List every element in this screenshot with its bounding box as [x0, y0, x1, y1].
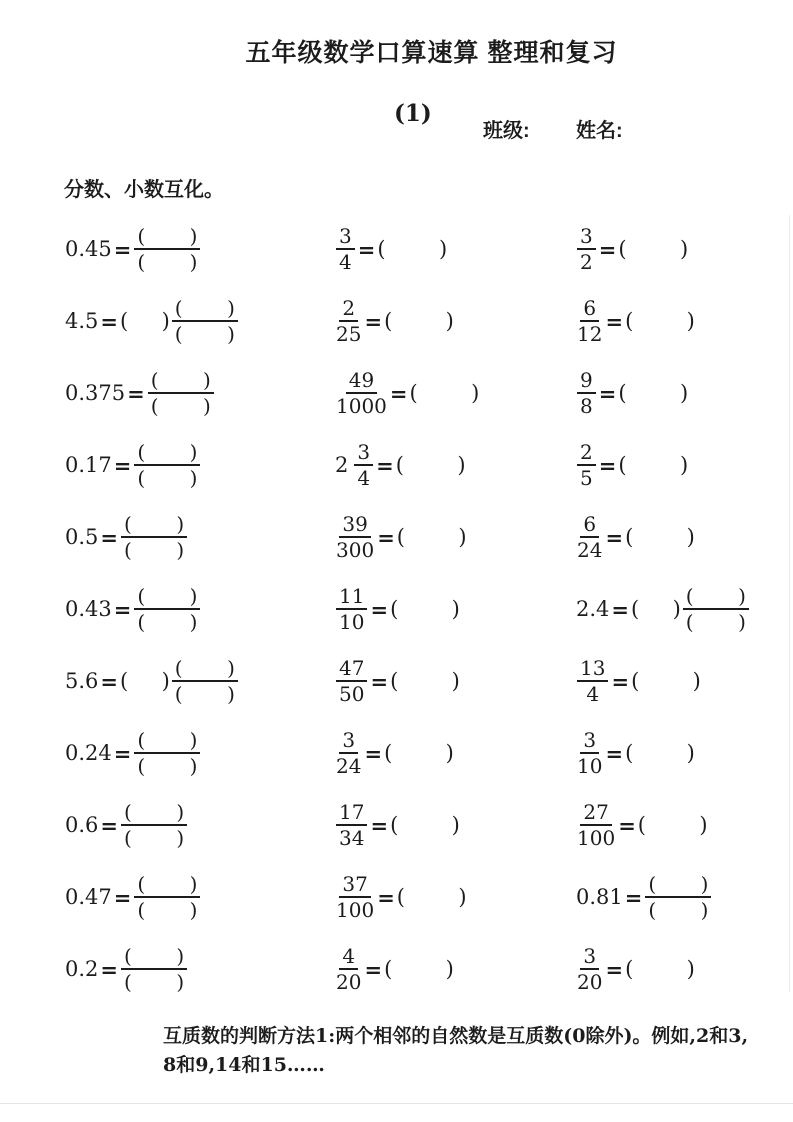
fraction-numerator: ( )	[134, 441, 200, 466]
equals-sign: =	[100, 956, 119, 982]
decimal-value: 5.6	[65, 669, 99, 693]
problems-grid	[0, 213, 793, 1005]
fraction-numerator: ( )	[121, 945, 187, 970]
problem-cell-left	[65, 801, 335, 850]
equals-sign: =	[100, 308, 119, 334]
problem-cell-mid	[335, 801, 560, 850]
equals-sign: =	[605, 524, 624, 550]
problem-row	[0, 213, 793, 285]
part-number: (1)	[394, 100, 432, 127]
fraction	[577, 441, 596, 490]
fraction	[336, 369, 387, 418]
fraction-numerator: ( )	[121, 513, 187, 538]
blank-fraction	[683, 585, 749, 634]
decimal-value: 0.47	[65, 885, 112, 909]
problem-row	[0, 501, 793, 573]
blank-fraction	[134, 873, 200, 922]
equals-sign: =	[364, 740, 383, 766]
problem-cell-left	[65, 297, 335, 346]
fraction	[336, 729, 361, 778]
answer-blank: ( )	[384, 957, 454, 981]
answer-blank: ( )	[618, 453, 689, 477]
equals-sign: =	[127, 380, 145, 406]
equals-sign: =	[605, 740, 624, 766]
fraction	[577, 945, 602, 994]
problem-cell-mid	[335, 441, 560, 490]
fraction-denominator: ( )	[124, 826, 185, 850]
fraction	[577, 297, 602, 346]
whole-number-blank: ( )	[120, 669, 170, 693]
equals-sign: =	[370, 812, 389, 838]
equals-sign: =	[598, 236, 617, 262]
problem-row	[0, 285, 793, 357]
fraction-numerator: 3	[339, 729, 358, 754]
equals-sign: =	[100, 812, 119, 838]
problem-cell-right	[560, 297, 793, 346]
class-label: 班级:	[483, 120, 530, 142]
fraction-numerator: ( )	[172, 657, 238, 682]
fraction	[577, 729, 602, 778]
fraction-denominator: 1000	[336, 394, 387, 418]
fraction-denominator: 50	[339, 682, 365, 706]
answer-blank: ( )	[377, 237, 448, 261]
answer-blank: ( )	[618, 237, 689, 261]
answer-blank: ( )	[637, 813, 708, 837]
fraction-numerator: 47	[336, 657, 367, 682]
decimal-value: 2.4	[576, 597, 610, 621]
blank-fraction	[134, 585, 200, 634]
fraction-denominator: 10	[577, 754, 603, 778]
fraction-denominator: 300	[336, 538, 375, 562]
answer-blank: ( )	[409, 381, 480, 405]
problem-row	[0, 573, 793, 645]
problem-cell-right	[560, 369, 793, 418]
answer-blank: ( )	[618, 381, 689, 405]
fraction-denominator: 10	[339, 610, 365, 634]
fraction	[354, 441, 373, 490]
fraction-denominator: 20	[577, 970, 603, 994]
equals-sign: =	[618, 812, 636, 838]
fraction-denominator: ( )	[137, 898, 198, 922]
fraction-denominator: 4	[357, 466, 371, 490]
answer-blank: ( )	[390, 813, 460, 837]
problem-cell-mid	[335, 225, 560, 274]
fraction-numerator: 3	[336, 225, 355, 250]
decimal-value: 0.81	[576, 885, 623, 909]
decimal-value: 0.43	[65, 597, 112, 621]
problem-cell-right	[560, 657, 793, 706]
fraction	[336, 657, 367, 706]
blank-fraction	[148, 369, 214, 418]
fraction-numerator: 2	[577, 441, 596, 466]
blank-fraction	[172, 297, 238, 346]
fraction-numerator: 37	[339, 873, 370, 898]
blank-fraction	[121, 945, 187, 994]
equals-sign: =	[611, 596, 630, 622]
fraction-denominator: 20	[336, 970, 362, 994]
fraction-numerator: 2	[339, 297, 358, 322]
problem-cell-right	[560, 513, 793, 562]
equals-sign: =	[113, 452, 132, 478]
problem-cell-mid	[335, 873, 560, 922]
problem-cell-mid	[335, 297, 560, 346]
blank-fraction	[134, 225, 200, 274]
fraction-numerator: 3	[580, 729, 599, 754]
problem-cell-mid	[335, 729, 560, 778]
problem-row	[0, 429, 793, 501]
equals-sign: =	[113, 740, 132, 766]
fraction-numerator: 9	[577, 369, 596, 394]
fraction-numerator: 11	[336, 585, 367, 610]
problem-cell-left	[65, 369, 335, 418]
fraction	[336, 225, 355, 274]
fraction-denominator: ( )	[137, 610, 198, 634]
fraction-denominator: ( )	[648, 898, 709, 922]
fraction-numerator: 4	[339, 945, 358, 970]
answer-blank: ( )	[396, 525, 467, 549]
problem-cell-right	[560, 873, 793, 922]
problem-cell-right	[560, 585, 793, 634]
fraction	[577, 513, 602, 562]
fraction-numerator: 39	[339, 513, 370, 538]
fraction-numerator: ( )	[172, 297, 238, 322]
fraction-denominator: ( )	[150, 394, 211, 418]
equals-sign: =	[377, 884, 395, 910]
fraction	[336, 945, 361, 994]
problem-cell-mid	[335, 585, 560, 634]
fraction-numerator: 6	[580, 297, 599, 322]
decimal-value: 4.5	[65, 309, 99, 333]
fraction-numerator: ( )	[121, 801, 187, 826]
answer-blank: ( )	[625, 309, 695, 333]
fraction-denominator: ( )	[124, 538, 185, 562]
equals-sign: =	[598, 380, 617, 406]
fraction-numerator: 3	[354, 441, 373, 466]
fraction-numerator: ( )	[134, 729, 200, 754]
fraction-numerator: 27	[580, 801, 611, 826]
problem-cell-mid	[335, 369, 560, 418]
decimal-value: 0.6	[65, 813, 99, 837]
section-heading: 分数、小数互化。	[64, 179, 224, 201]
problem-cell-left	[65, 945, 335, 994]
problem-cell-mid	[335, 657, 560, 706]
problem-row	[0, 789, 793, 861]
fraction-denominator: 34	[339, 826, 365, 850]
equals-sign: =	[377, 524, 395, 550]
fraction-numerator: 6	[580, 513, 599, 538]
problem-cell-right	[560, 441, 793, 490]
footnote-line: 互质数的判断方法1:两个相邻的自然数是互质数(0除外)。例如,2和3,	[163, 1025, 749, 1047]
fraction-numerator: ( )	[148, 369, 214, 394]
problem-cell-left	[65, 873, 335, 922]
fraction-numerator: ( )	[645, 873, 711, 898]
fraction	[577, 801, 615, 850]
page-title: 五年级数学口算速算 整理和复习	[245, 39, 618, 67]
fraction	[336, 513, 374, 562]
problem-row	[0, 933, 793, 1005]
fraction-numerator: ( )	[134, 585, 200, 610]
answer-blank: ( )	[625, 525, 695, 549]
problem-cell-right	[560, 945, 793, 994]
fraction	[577, 225, 596, 274]
blank-fraction	[172, 657, 238, 706]
whole-number-blank: ( )	[631, 597, 681, 621]
equals-sign: =	[113, 596, 132, 622]
blank-fraction	[121, 801, 187, 850]
problem-cell-left	[65, 513, 335, 562]
fraction-denominator: 24	[336, 754, 362, 778]
answer-blank: ( )	[396, 885, 467, 909]
answer-blank: ( )	[390, 669, 460, 693]
whole-number: 2	[335, 453, 349, 477]
fraction	[336, 585, 367, 634]
fraction-denominator: ( )	[124, 970, 185, 994]
problem-cell-left	[65, 657, 335, 706]
decimal-value: 0.17	[65, 453, 112, 477]
fraction-denominator: ( )	[174, 682, 235, 706]
answer-blank: ( )	[384, 741, 454, 765]
fraction-numerator: ( )	[683, 585, 749, 610]
fraction-denominator: 5	[580, 466, 593, 490]
equals-sign: =	[100, 668, 119, 694]
equals-sign: =	[100, 524, 119, 550]
equals-sign: =	[370, 596, 389, 622]
problem-row	[0, 357, 793, 429]
problem-cell-right	[560, 729, 793, 778]
fraction-denominator: 12	[577, 322, 603, 346]
problem-cell-right	[560, 225, 793, 274]
fraction-denominator: ( )	[137, 754, 198, 778]
problem-row	[0, 861, 793, 933]
answer-blank: ( )	[625, 741, 695, 765]
equals-sign: =	[611, 668, 630, 694]
decimal-value: 0.375	[65, 381, 126, 405]
answer-blank: ( )	[390, 597, 460, 621]
problem-row	[0, 645, 793, 717]
fraction-numerator: 17	[336, 801, 367, 826]
equals-sign: =	[605, 956, 624, 982]
fraction-denominator: 4	[339, 250, 352, 274]
fraction-denominator: 25	[336, 322, 362, 346]
fraction-numerator: 49	[346, 369, 377, 394]
equals-sign: =	[389, 380, 408, 406]
equals-sign: =	[605, 308, 624, 334]
blank-fraction	[121, 513, 187, 562]
equals-sign: =	[624, 884, 643, 910]
fraction-numerator: 3	[577, 225, 596, 250]
scan-edge-line	[789, 215, 790, 992]
fraction	[577, 369, 596, 418]
fraction	[336, 297, 361, 346]
problem-cell-left	[65, 585, 335, 634]
equals-sign: =	[113, 884, 132, 910]
decimal-value: 0.5	[65, 525, 99, 549]
fraction-denominator: ( )	[137, 250, 198, 274]
fraction-denominator: ( )	[685, 610, 746, 634]
problem-cell-left	[65, 225, 335, 274]
fraction-denominator: 24	[577, 538, 603, 562]
fraction-denominator: ( )	[174, 322, 235, 346]
equals-sign: =	[364, 308, 383, 334]
fraction-denominator: 100	[336, 898, 375, 922]
fraction	[336, 873, 374, 922]
decimal-value: 0.45	[65, 237, 112, 261]
fraction-denominator: 2	[580, 250, 593, 274]
problem-cell-right	[560, 801, 793, 850]
equals-sign: =	[370, 668, 389, 694]
fraction-numerator: 3	[580, 945, 599, 970]
fraction	[336, 801, 367, 850]
blank-fraction	[645, 873, 711, 922]
equals-sign: =	[598, 452, 617, 478]
blank-fraction	[134, 729, 200, 778]
answer-blank: ( )	[631, 669, 701, 693]
name-label: 姓名:	[576, 120, 623, 142]
answer-blank: ( )	[384, 309, 454, 333]
problem-row	[0, 717, 793, 789]
answer-blank: ( )	[395, 453, 466, 477]
problem-cell-mid	[335, 945, 560, 994]
problem-cell-left	[65, 441, 335, 490]
scan-edge-line	[0, 1103, 793, 1104]
fraction	[577, 657, 608, 706]
equals-sign: =	[364, 956, 383, 982]
footnote-line: 8和9,14和15……	[163, 1054, 325, 1076]
fraction-denominator: 100	[577, 826, 616, 850]
problem-cell-left	[65, 729, 335, 778]
fraction-numerator: ( )	[134, 225, 200, 250]
equals-sign: =	[357, 236, 376, 262]
equals-sign: =	[376, 452, 394, 478]
footnote	[163, 1022, 763, 1080]
whole-number-blank: ( )	[120, 309, 170, 333]
problem-cell-mid	[335, 513, 560, 562]
fraction-numerator: 13	[577, 657, 608, 682]
fraction-denominator: 8	[580, 394, 593, 418]
decimal-value: 0.24	[65, 741, 112, 765]
fraction-denominator: 4	[586, 682, 600, 706]
blank-fraction	[134, 441, 200, 490]
fraction-denominator: ( )	[137, 466, 198, 490]
answer-blank: ( )	[625, 957, 695, 981]
decimal-value: 0.2	[65, 957, 99, 981]
equals-sign: =	[113, 236, 132, 262]
fraction-numerator: ( )	[134, 873, 200, 898]
